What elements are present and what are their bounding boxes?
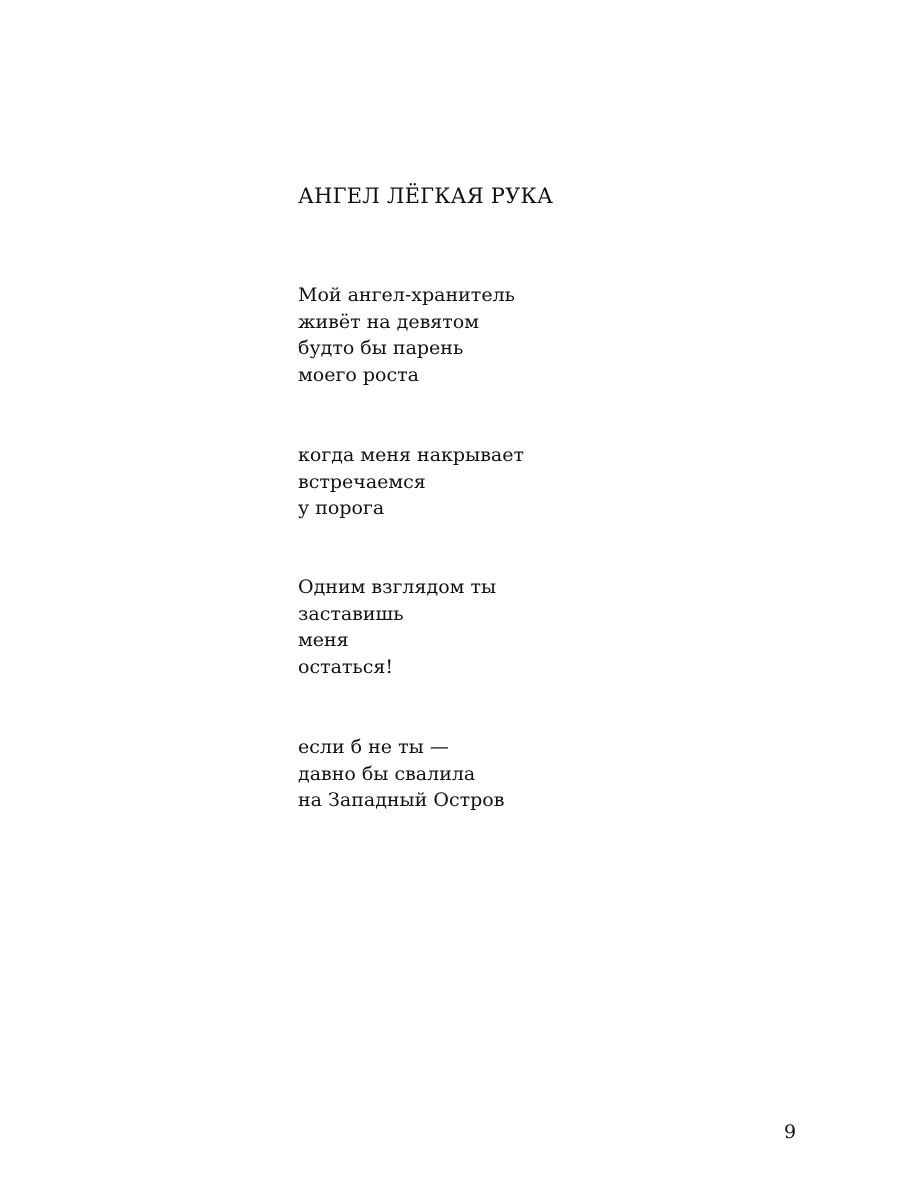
- poem-line: живёт на девятом: [298, 310, 480, 333]
- poem-line: на Западный Остров: [298, 789, 505, 811]
- poem-line: будто бы парень: [298, 337, 464, 359]
- poem-line: у порога: [298, 497, 385, 519]
- poem-line: давно бы свалила: [298, 762, 476, 785]
- poem-line: меня: [298, 629, 349, 651]
- poem-title: АНГЕЛ ЛЁГКАЯ РУКА: [298, 184, 554, 208]
- stanza-3: [298, 574, 496, 680]
- poem-line: когда меня накрывает: [298, 444, 524, 466]
- poem-line: моего роста: [298, 363, 419, 386]
- poem-line: Одним взглядом ты: [298, 576, 497, 598]
- page-number: 9: [783, 1121, 797, 1143]
- stanza-1: [298, 282, 515, 388]
- poem-line: если б не ты —: [298, 736, 449, 758]
- poem-line: встречаемся: [298, 470, 426, 493]
- stanza-2: [298, 442, 524, 522]
- poem-line: остаться!: [298, 655, 394, 678]
- poem-line: Мой ангел-хранитель: [298, 284, 515, 306]
- stanza-4: [298, 734, 504, 814]
- poem-line: заставишь: [298, 602, 404, 625]
